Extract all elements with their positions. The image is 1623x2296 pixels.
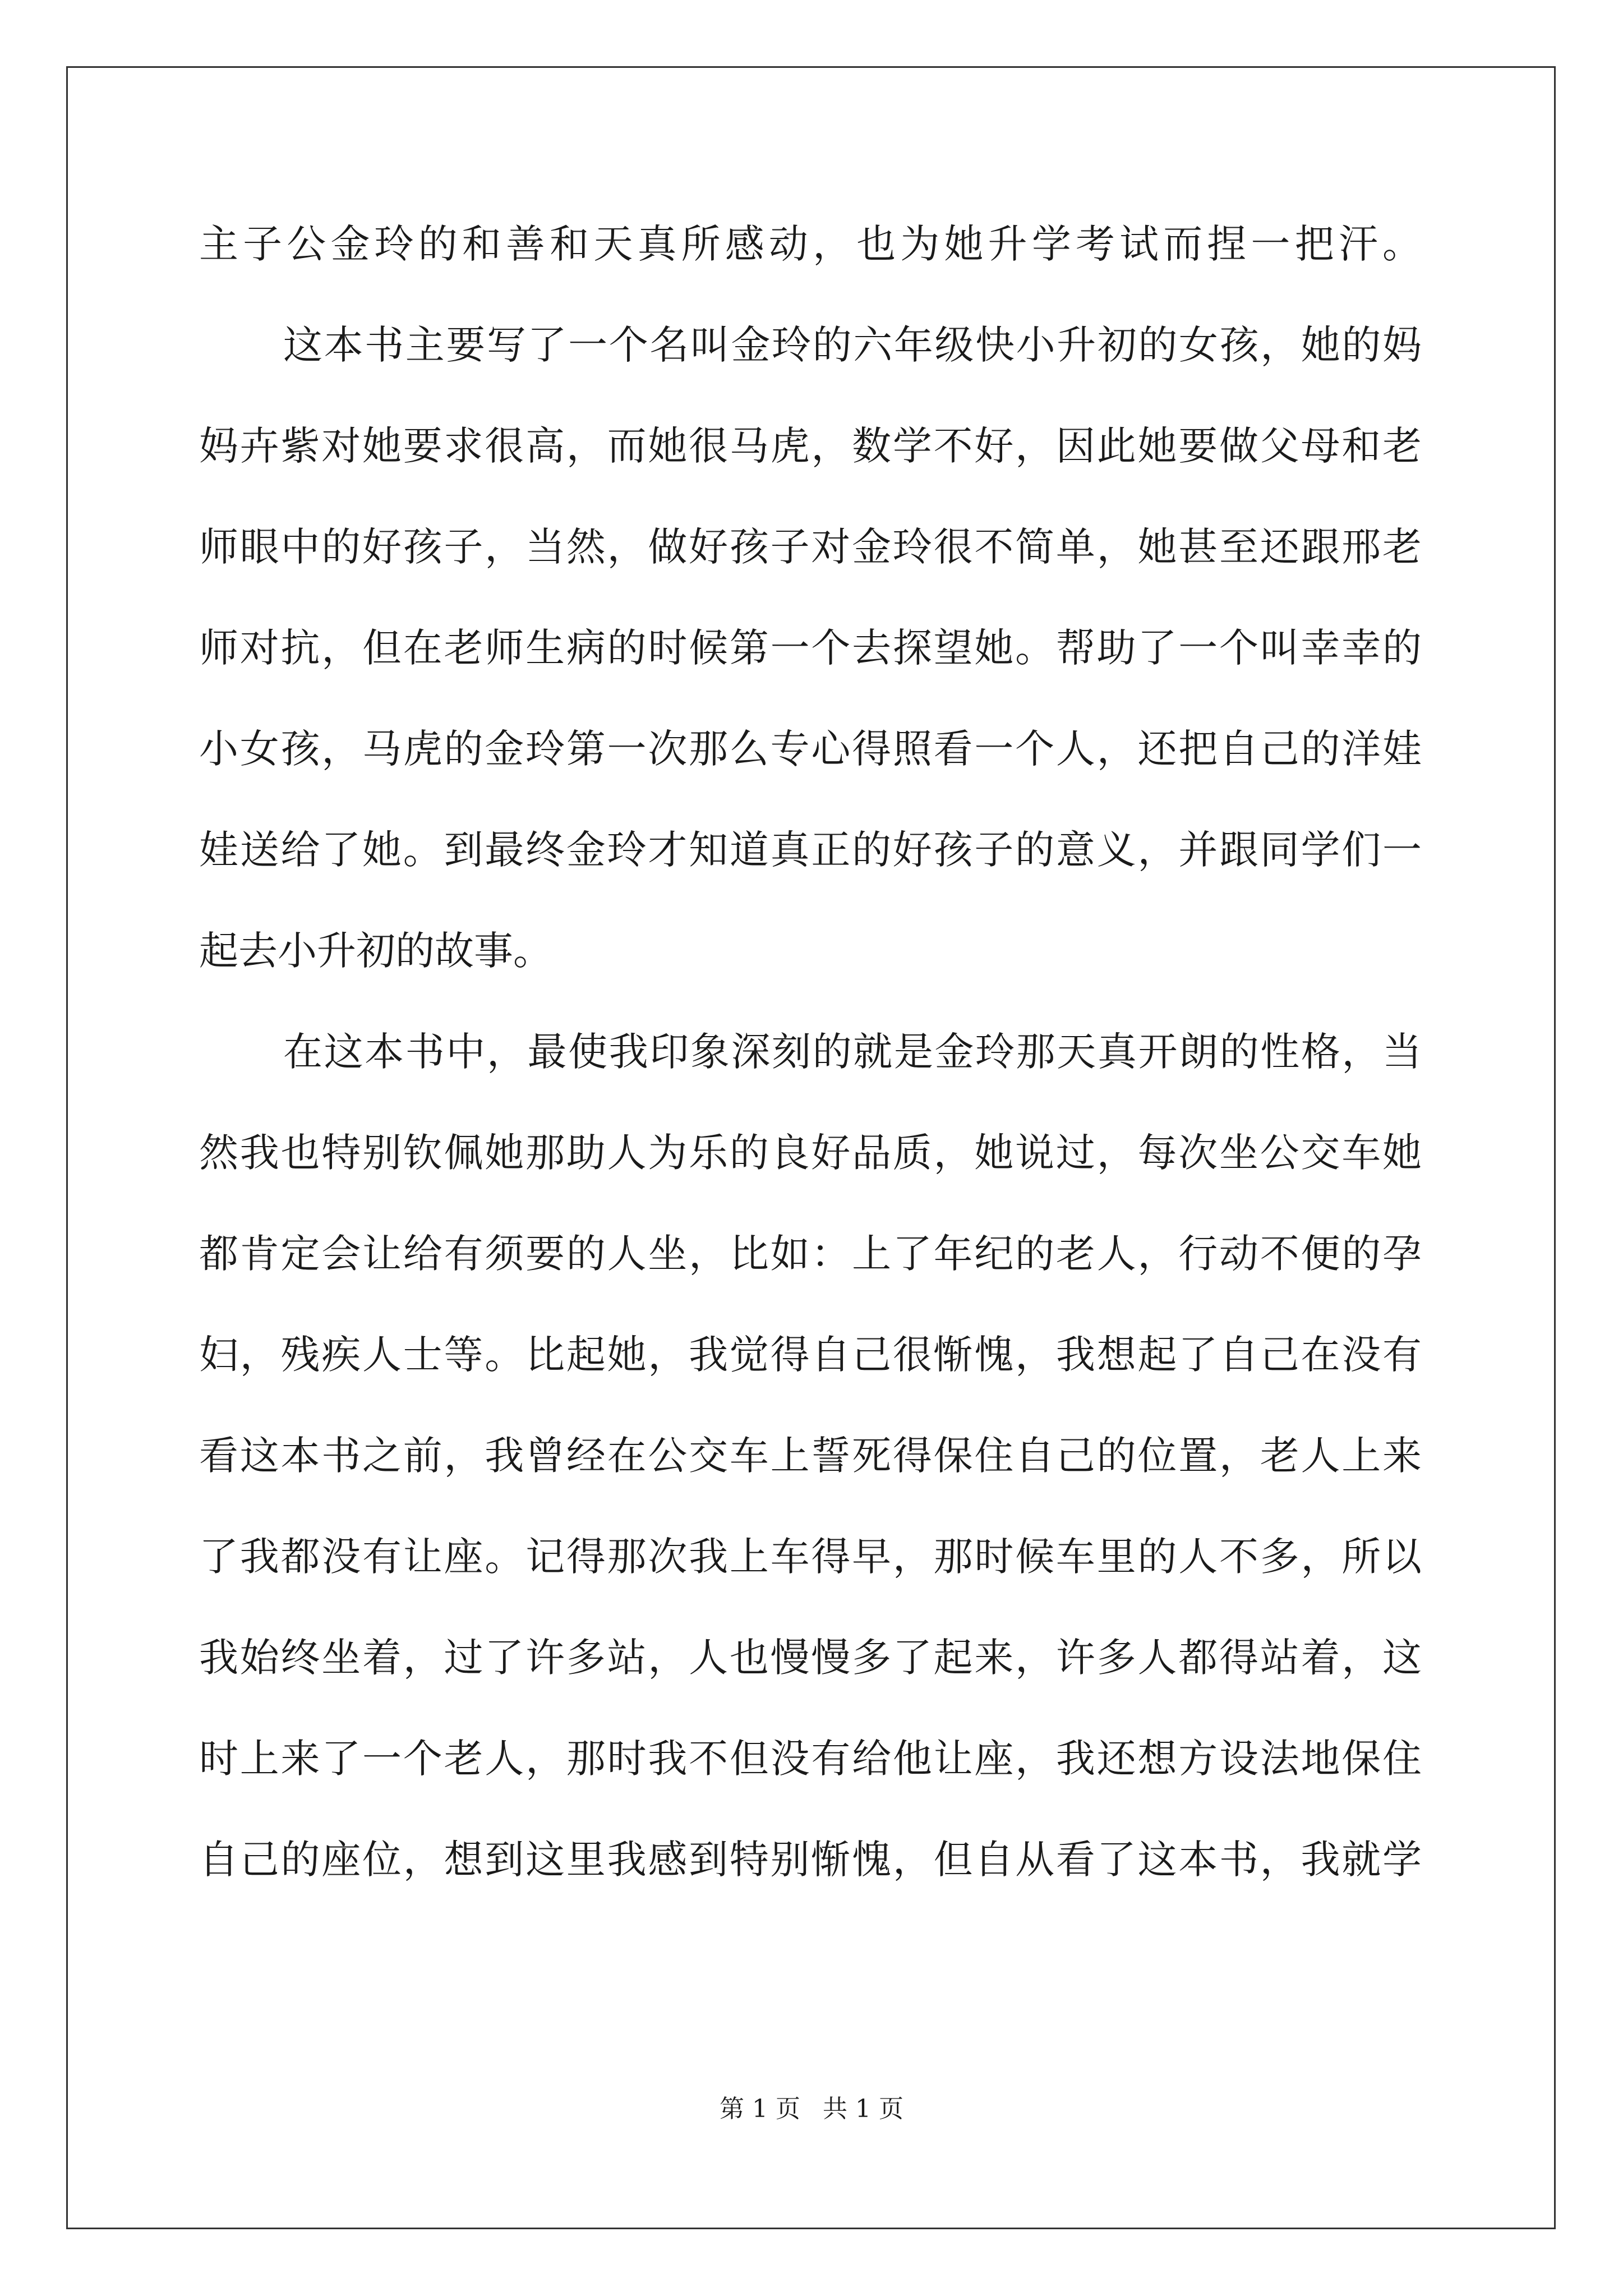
text-line-14: 了我都没有让座。记得那次我上车得早，那时候车里的人不多，所以 (199, 1534, 1422, 1580)
text-line-12: 妇，残疾人士等。比起她，我觉得自己很惭愧，我想起了自己在没有 (199, 1332, 1422, 1378)
text-line-5: 师对抗，但在老师生病的时候第一个去探望她。帮助了一个叫幸幸的 (199, 625, 1422, 671)
text-line-8: 起去小升初的故事。 (199, 928, 552, 974)
text-line-2: 这本书主要写了一个名叫金玲的六年级快小升初的女孩，她的妈 (283, 322, 1422, 368)
text-line-17: 自己的座位，想到这里我感到特别惭愧，但自从看了这本书，我就学 (199, 1837, 1422, 1883)
page-number: 第 1 页 (720, 2095, 800, 2123)
page-total: 共 1 页 (823, 2095, 903, 2123)
text-line-13: 看这本书之前，我曾经在公交车上誓死得保住自己的位置，老人上来 (199, 1433, 1422, 1479)
text-line-9: 在这本书中，最使我印象深刻的就是金玲那天真开朗的性格，当 (283, 1029, 1422, 1075)
text-line-6: 小女孩，马虎的金玲第一次那么专心得照看一个人，还把自己的洋娃 (199, 726, 1422, 772)
text-line-16: 时上来了一个老人，那时我不但没有给他让座，我还想方设法地保住 (199, 1736, 1422, 1782)
text-line-1: 主子公金玲的和善和天真所感动，也为她升学考试而捏一把汗。 (199, 221, 1422, 267)
text-line-7: 娃送给了她。到最终金玲才知道真正的好孩子的意义，并跟同学们一 (199, 827, 1422, 873)
text-line-11: 都肯定会让给有须要的人坐，比如：上了年纪的老人，行动不便的孕 (199, 1231, 1422, 1277)
text-line-4: 师眼中的好孩子，当然，做好孩子对金玲很不简单，她甚至还跟邢老 (199, 524, 1422, 570)
page-footer (0, 2092, 1623, 2126)
text-line-10: 然我也特别钦佩她那助人为乐的良好品质，她说过，每次坐公交车她 (199, 1130, 1422, 1176)
text-line-3: 妈卉紫对她要求很高，而她很马虎，数学不好，因此她要做父母和老 (199, 423, 1422, 469)
text-line-15: 我始终坐着，过了许多站，人也慢慢多了起来，许多人都得站着，这 (199, 1635, 1422, 1681)
